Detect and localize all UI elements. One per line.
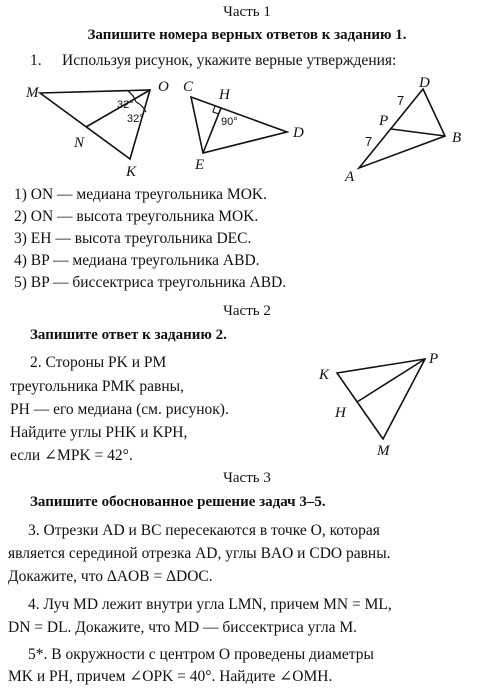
fig2-label-h: H: [219, 87, 230, 103]
figure-triangle-mok: [20, 75, 180, 180]
fig2-label-d: D: [293, 125, 304, 141]
fig3-seg2: 7: [365, 134, 373, 149]
option-4: 4) BP — медиана треугольника ABD.: [14, 252, 260, 269]
part2-title: Часть 2: [223, 303, 271, 319]
fig2-angle: 90°: [221, 116, 238, 128]
fig3-label-b: B: [452, 130, 462, 146]
task1-number: 1.: [30, 52, 42, 69]
task1-text: Используя рисунок, укажите верные утверждения:: [62, 52, 397, 69]
fig1-label-m: M: [26, 85, 39, 101]
option-3: 3) EH — высота треугольника DEC.: [14, 230, 252, 247]
task2-line-2: треугольника PMK равны,: [10, 378, 184, 395]
task2-line-1: 2. Стороны PK и PM: [30, 354, 167, 371]
fig1-label-k: K: [126, 164, 137, 180]
fig3-seg1: 7: [397, 93, 405, 108]
fig3-label-d: D: [419, 75, 430, 91]
fig4-label-k: K: [319, 367, 330, 383]
fig4-label-h: H: [335, 405, 346, 421]
part1-instruction: Запишите номера верных ответов к заданию 1.: [87, 27, 407, 43]
task3-line-2: является серединой отрезка AD, углы BAO и CDO равны.: [8, 545, 391, 562]
fig1-label-n: N: [74, 135, 85, 151]
fig2-label-c: C: [183, 79, 194, 95]
option-5: 5) BP — биссектриса треугольника ABD.: [14, 274, 287, 291]
task4-line-1: 4. Луч MD лежит внутри угла LMN, причем MN = ML,: [28, 596, 392, 613]
task2-line-3: PH — его медиана (см. рисунок).: [10, 401, 229, 418]
task3-line-1: 3. Отрезки AD и BC пересекаются в точке O, которая: [28, 522, 380, 539]
figure-triangle-pmk: [305, 345, 455, 460]
task2-line-4: Найдите углы PHK и KPH,: [10, 424, 188, 441]
fig2-label-e: E: [195, 157, 205, 173]
figure-triangle-dec: [175, 75, 315, 175]
task3-line-3: Докажите, что ΔAOB = ΔDOC.: [8, 568, 213, 585]
figure-triangle-abd: [335, 75, 485, 187]
fig3-label-a: A: [345, 169, 355, 185]
fig4-label-p: P: [429, 351, 439, 367]
fig3-label-p: P: [379, 113, 389, 129]
part2-instruction: Запишите ответ к заданию 2.: [30, 327, 227, 343]
fig1-angle1: 32°: [117, 99, 134, 111]
task5-line-2: MK и PH, причем ∠OPK = 40°. Найдите ∠OMH.: [8, 668, 333, 685]
fig1-label-o: O: [158, 79, 169, 95]
task2-line-5: если ∠MPK = 42°.: [10, 447, 133, 464]
part3-title: Часть 3: [223, 470, 271, 486]
option-1: 1) ON — медиана треугольника MOK.: [14, 186, 267, 203]
task4-line-2: DN = DL. Докажите, что MD — биссектриса угла M.: [8, 619, 358, 636]
fig4-label-m: M: [377, 443, 390, 459]
part1-title: Часть 1: [223, 4, 271, 20]
task5-line-1: 5*. В окружности с центром O проведены диаметры: [28, 646, 374, 663]
option-2: 2) ON — высота треугольника MOK.: [14, 208, 259, 225]
fig1-angle2: 32°: [127, 113, 144, 125]
part3-instruction: Запишите обоснованное решение задач 3–5.: [30, 494, 326, 510]
